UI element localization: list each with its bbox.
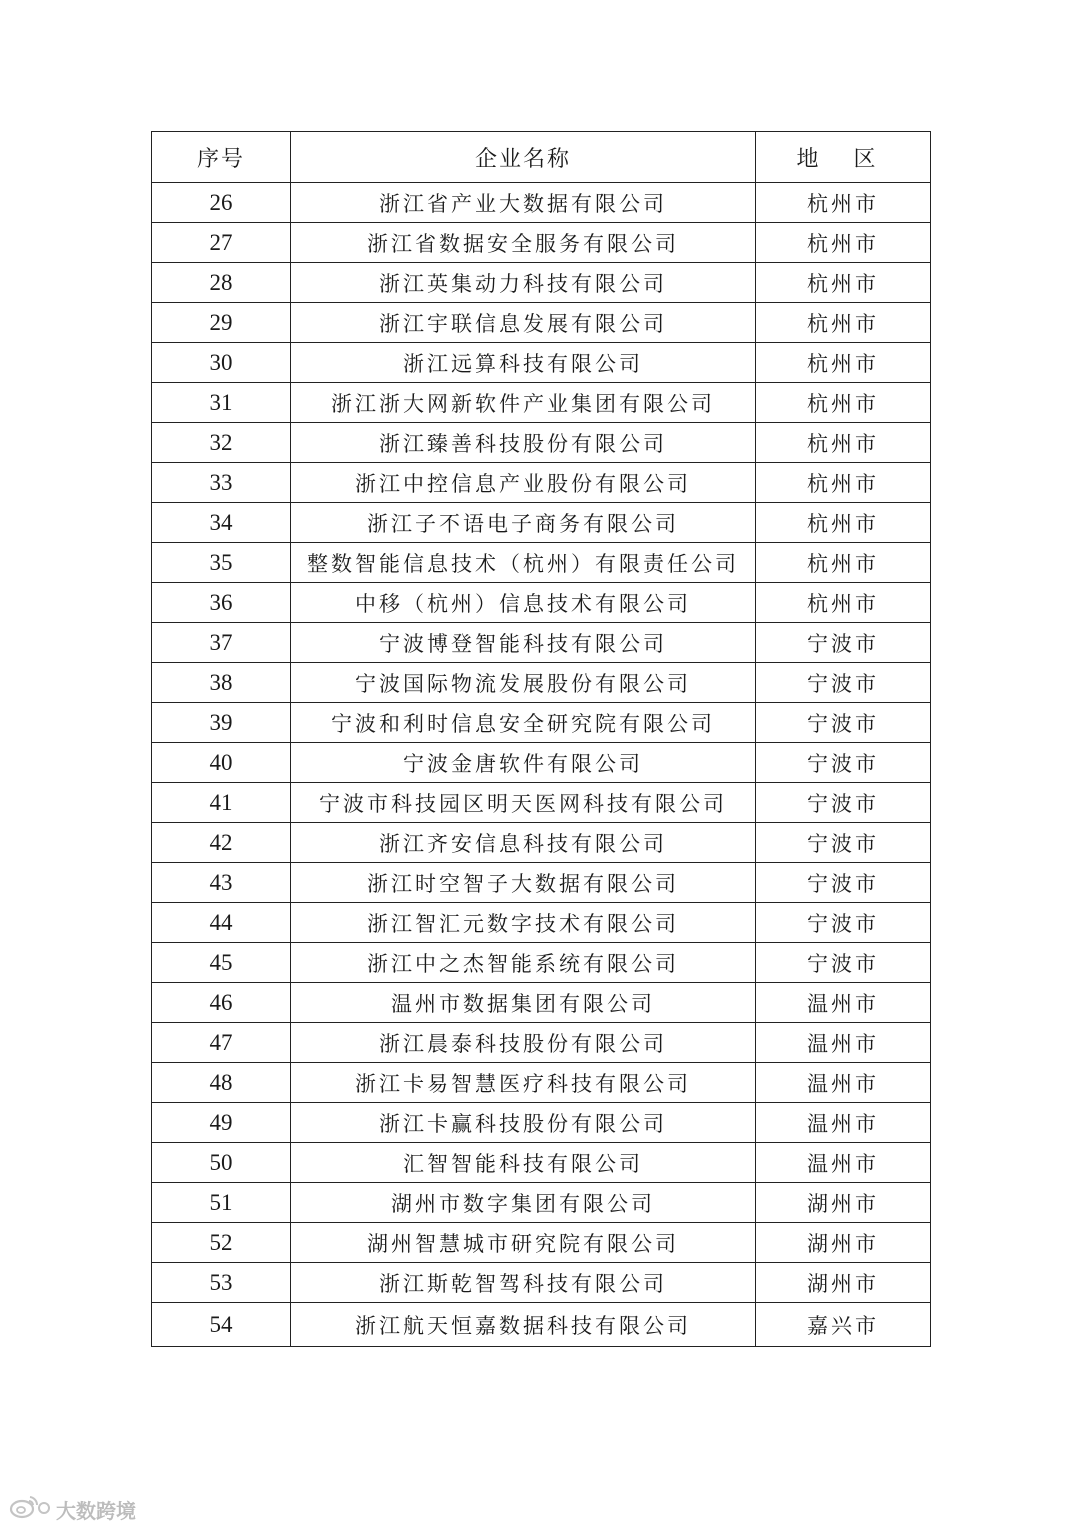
row-number: 46 xyxy=(152,983,291,1023)
row-number: 28 xyxy=(152,263,291,303)
region-name: 湖州市 xyxy=(756,1263,931,1303)
row-number: 47 xyxy=(152,1023,291,1063)
company-name: 宁波国际物流发展股份有限公司 xyxy=(291,663,756,703)
region-name: 湖州市 xyxy=(756,1183,931,1223)
region-name: 杭州市 xyxy=(756,343,931,383)
table-row xyxy=(152,1263,931,1303)
table-row xyxy=(152,303,931,343)
table-row xyxy=(152,383,931,423)
table-row xyxy=(152,743,931,783)
company-name: 浙江时空智子大数据有限公司 xyxy=(291,863,756,903)
row-number: 27 xyxy=(152,223,291,263)
region-name: 杭州市 xyxy=(756,543,931,583)
company-name: 浙江卡易智慧医疗科技有限公司 xyxy=(291,1063,756,1103)
watermark-text: 大数跨境 xyxy=(56,1499,136,1523)
row-number: 32 xyxy=(152,423,291,463)
table-row xyxy=(152,223,931,263)
table-row xyxy=(152,1103,931,1143)
region-name: 嘉兴市 xyxy=(756,1303,931,1347)
region-name: 宁波市 xyxy=(756,623,931,663)
company-name: 宁波和利时信息安全研究院有限公司 xyxy=(291,703,756,743)
table-body xyxy=(152,183,931,1347)
table-row xyxy=(152,423,931,463)
company-name: 浙江远算科技有限公司 xyxy=(291,343,756,383)
row-number: 50 xyxy=(152,1143,291,1183)
table-row xyxy=(152,463,931,503)
watermark xyxy=(8,1494,136,1525)
row-number: 38 xyxy=(152,663,291,703)
company-name: 宁波金唐软件有限公司 xyxy=(291,743,756,783)
header-region: 地 区 xyxy=(756,132,931,183)
company-name: 浙江中控信息产业股份有限公司 xyxy=(291,463,756,503)
row-number: 40 xyxy=(152,743,291,783)
row-number: 31 xyxy=(152,383,291,423)
region-name: 温州市 xyxy=(756,1023,931,1063)
region-name: 温州市 xyxy=(756,1143,931,1183)
region-name: 宁波市 xyxy=(756,783,931,823)
region-name: 杭州市 xyxy=(756,183,931,223)
header-number: 序号 xyxy=(152,132,291,183)
company-name: 浙江卡赢科技股份有限公司 xyxy=(291,1103,756,1143)
company-name: 浙江省产业大数据有限公司 xyxy=(291,183,756,223)
table-row xyxy=(152,183,931,223)
company-name: 湖州智慧城市研究院有限公司 xyxy=(291,1223,756,1263)
region-name: 宁波市 xyxy=(756,863,931,903)
table-row xyxy=(152,823,931,863)
row-number: 41 xyxy=(152,783,291,823)
table-row xyxy=(152,1063,931,1103)
row-number: 29 xyxy=(152,303,291,343)
company-name: 浙江智汇元数字技术有限公司 xyxy=(291,903,756,943)
company-name: 宁波市科技园区明天医网科技有限公司 xyxy=(291,783,756,823)
row-number: 30 xyxy=(152,343,291,383)
company-name: 浙江晨泰科技股份有限公司 xyxy=(291,1023,756,1063)
table-row xyxy=(152,583,931,623)
region-name: 杭州市 xyxy=(756,583,931,623)
row-number: 44 xyxy=(152,903,291,943)
company-name: 浙江斯乾智驾科技有限公司 xyxy=(291,1263,756,1303)
company-name: 浙江英集动力科技有限公司 xyxy=(291,263,756,303)
row-number: 36 xyxy=(152,583,291,623)
table-row xyxy=(152,1023,931,1063)
table-row xyxy=(152,543,931,583)
row-number: 52 xyxy=(152,1223,291,1263)
region-name: 宁波市 xyxy=(756,943,931,983)
row-number: 48 xyxy=(152,1063,291,1103)
region-name: 宁波市 xyxy=(756,663,931,703)
enterprise-table xyxy=(151,131,931,1347)
region-name: 杭州市 xyxy=(756,223,931,263)
table-row xyxy=(152,863,931,903)
table-row xyxy=(152,623,931,663)
row-number: 35 xyxy=(152,543,291,583)
region-name: 温州市 xyxy=(756,983,931,1023)
region-name: 杭州市 xyxy=(756,263,931,303)
row-number: 43 xyxy=(152,863,291,903)
region-name: 杭州市 xyxy=(756,503,931,543)
table-row xyxy=(152,943,931,983)
table-row xyxy=(152,663,931,703)
region-name: 宁波市 xyxy=(756,703,931,743)
table-row xyxy=(152,1143,931,1183)
company-name: 中移（杭州）信息技术有限公司 xyxy=(291,583,756,623)
region-name: 宁波市 xyxy=(756,823,931,863)
row-number: 53 xyxy=(152,1263,291,1303)
region-name: 宁波市 xyxy=(756,903,931,943)
row-number: 39 xyxy=(152,703,291,743)
company-name: 整数智能信息技术（杭州）有限责任公司 xyxy=(291,543,756,583)
company-name: 湖州市数字集团有限公司 xyxy=(291,1183,756,1223)
table-row xyxy=(152,983,931,1023)
company-name: 浙江中之杰智能系统有限公司 xyxy=(291,943,756,983)
table-header-row xyxy=(152,132,931,183)
company-name: 浙江宇联信息发展有限公司 xyxy=(291,303,756,343)
table-row xyxy=(152,1303,931,1347)
company-name: 浙江齐安信息科技有限公司 xyxy=(291,823,756,863)
row-number: 37 xyxy=(152,623,291,663)
company-name: 浙江省数据安全服务有限公司 xyxy=(291,223,756,263)
table-row xyxy=(152,703,931,743)
row-number: 33 xyxy=(152,463,291,503)
company-name: 汇智智能科技有限公司 xyxy=(291,1143,756,1183)
region-name: 杭州市 xyxy=(756,303,931,343)
company-name: 浙江浙大网新软件产业集团有限公司 xyxy=(291,383,756,423)
region-name: 杭州市 xyxy=(756,423,931,463)
row-number: 34 xyxy=(152,503,291,543)
region-name: 杭州市 xyxy=(756,463,931,503)
table-row xyxy=(152,263,931,303)
company-name: 浙江子不语电子商务有限公司 xyxy=(291,503,756,543)
company-name: 温州市数据集团有限公司 xyxy=(291,983,756,1023)
table-row xyxy=(152,783,931,823)
row-number: 26 xyxy=(152,183,291,223)
company-name: 浙江航天恒嘉数据科技有限公司 xyxy=(291,1303,756,1347)
row-number: 51 xyxy=(152,1183,291,1223)
region-name: 湖州市 xyxy=(756,1223,931,1263)
region-name: 宁波市 xyxy=(756,743,931,783)
row-number: 49 xyxy=(152,1103,291,1143)
company-name: 宁波博登智能科技有限公司 xyxy=(291,623,756,663)
weibo-logo-icon xyxy=(8,1494,52,1525)
table-row xyxy=(152,1183,931,1223)
table-row xyxy=(152,503,931,543)
region-name: 温州市 xyxy=(756,1103,931,1143)
company-name: 浙江臻善科技股份有限公司 xyxy=(291,423,756,463)
row-number: 45 xyxy=(152,943,291,983)
header-company: 企业名称 xyxy=(291,132,756,183)
table-row xyxy=(152,343,931,383)
region-name: 温州市 xyxy=(756,1063,931,1103)
region-name: 杭州市 xyxy=(756,383,931,423)
row-number: 42 xyxy=(152,823,291,863)
row-number: 54 xyxy=(152,1303,291,1347)
table-row xyxy=(152,1223,931,1263)
table-row xyxy=(152,903,931,943)
